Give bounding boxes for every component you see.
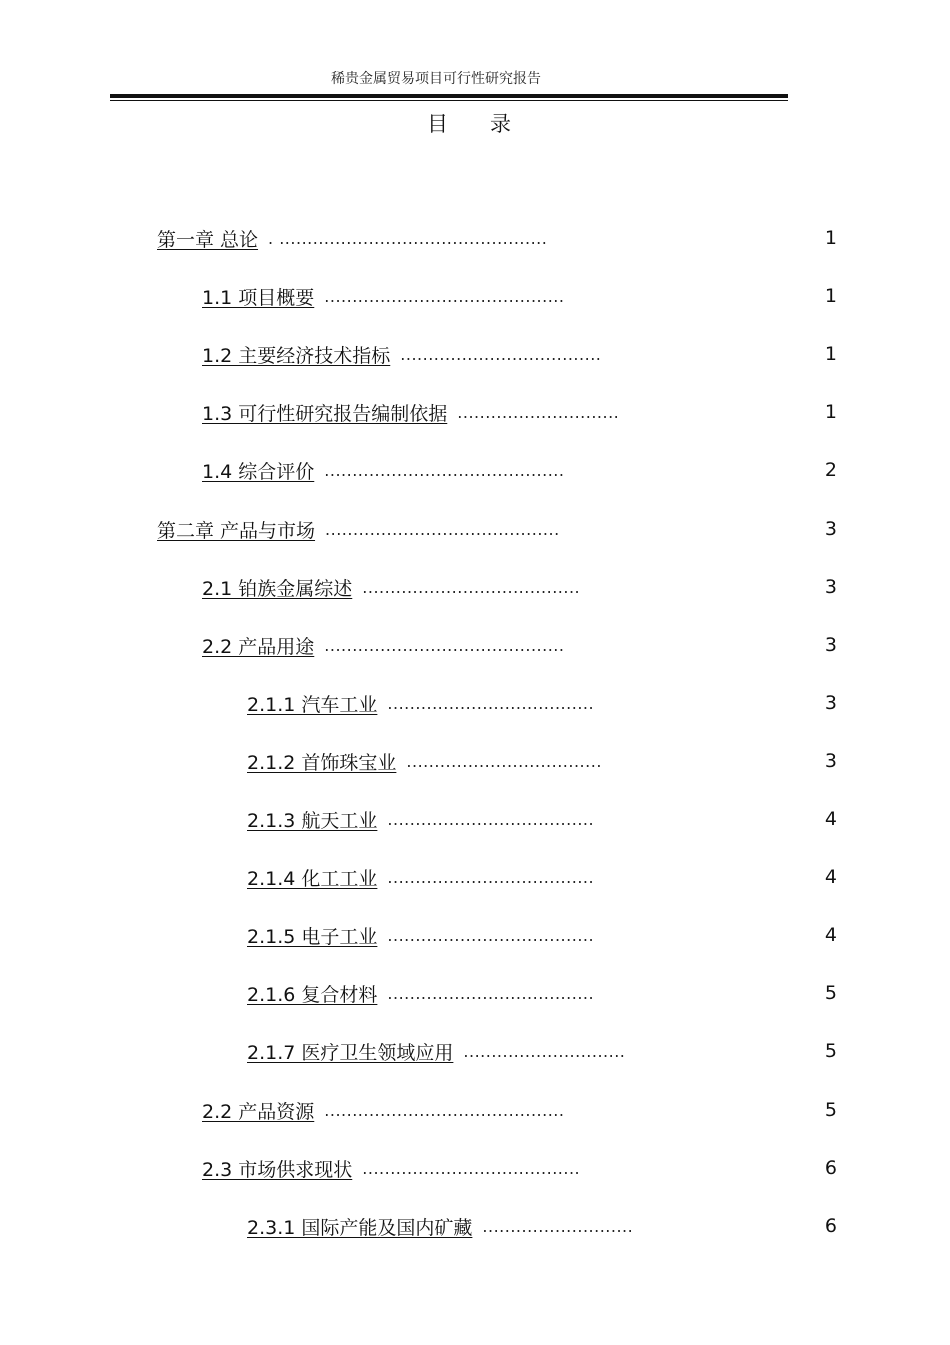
toc-entry[interactable] (157, 514, 560, 544)
toc-entry-label[interactable]: 2.2 产品用途 (202, 635, 315, 658)
toc-entry-page-number[interactable]: 5 (824, 1099, 837, 1121)
toc-entry[interactable] (202, 1095, 564, 1125)
toc-entry-leader: ..................................... (387, 867, 595, 887)
toc-entry-leader: ........................................... (324, 1100, 565, 1120)
toc-entry-label[interactable]: 2.1 铂族金属综述 (202, 577, 353, 600)
toc-entry[interactable] (202, 630, 564, 660)
toc-entry-page-number[interactable]: 4 (824, 924, 837, 946)
toc-title: 目录 (427, 112, 553, 136)
toc-entry-page-number[interactable]: 1 (824, 343, 837, 365)
toc-entry-page-number[interactable]: 6 (824, 1157, 837, 1179)
toc-entry-label[interactable]: 2.1.4 化工工业 (247, 867, 378, 890)
toc-entry-label[interactable]: 1.3 可行性研究报告编制依据 (202, 402, 448, 425)
toc-entry-leader: ............................. (463, 1041, 626, 1061)
toc-entry-label[interactable]: 2.1.1 汽车工业 (247, 693, 378, 716)
toc-entry-page-number[interactable]: 2 (824, 459, 837, 481)
toc-entry-page-number[interactable]: 3 (824, 692, 837, 714)
toc-entry-label[interactable]: 第一章 总论 (157, 228, 259, 251)
toc-entry-leader: ............................. (457, 402, 620, 422)
toc-entry-leader: ........................................... (324, 460, 565, 480)
toc-entry-page-number[interactable]: 3 (824, 576, 837, 598)
toc-entry-label[interactable]: 2.1.5 电子工业 (247, 925, 378, 948)
toc-entry-page-number[interactable]: 5 (824, 982, 837, 1004)
toc-entry-label[interactable]: 2.1.3 航天工业 (247, 809, 378, 832)
toc-entry-label[interactable]: 2.1.2 首饰珠宝业 (247, 751, 397, 774)
toc-entry[interactable] (247, 746, 602, 776)
toc-entry[interactable] (202, 572, 580, 602)
toc-entry[interactable] (247, 978, 594, 1008)
toc-entry-leader: ..................................... (387, 925, 595, 945)
toc-entry-label[interactable]: 2.3.1 国际产能及国内矿藏 (247, 1216, 473, 1239)
toc-entry-leader: ..................................... (387, 809, 595, 829)
toc-entry-page-number[interactable]: 4 (824, 808, 837, 830)
toc-entry[interactable] (247, 920, 594, 950)
toc-entry-leader: ....................................... (362, 577, 581, 597)
toc-entry-page-number[interactable]: 3 (824, 518, 837, 540)
toc-entry-leader: ........................................... (324, 286, 565, 306)
toc-entry-leader: ........................................... (324, 635, 565, 655)
toc-entry[interactable] (202, 1153, 580, 1183)
toc-entry-leader: ..................................... (387, 983, 595, 1003)
toc-entry-page-number[interactable]: 5 (824, 1040, 837, 1062)
toc-entry[interactable] (247, 804, 594, 834)
toc-entry-leader: .......................................... (325, 519, 560, 539)
toc-entry[interactable] (202, 397, 619, 427)
toc-entry[interactable] (247, 688, 594, 718)
toc-entry-page-number[interactable]: 3 (824, 634, 837, 656)
toc-entry[interactable] (202, 281, 564, 311)
toc-entry-page-number[interactable]: 3 (824, 750, 837, 772)
toc-entry[interactable] (247, 1036, 625, 1066)
toc-entry-label[interactable]: 2.1.6 复合材料 (247, 983, 378, 1006)
toc-entry[interactable] (202, 455, 564, 485)
toc-entry-label[interactable]: 1.2 主要经济技术指标 (202, 344, 391, 367)
page-header-title: 稀贵金属贸易项目可行性研究报告 (331, 71, 541, 87)
toc-entry-leader: . ................................................ (268, 228, 548, 248)
toc-entry[interactable] (247, 862, 594, 892)
toc-entry[interactable] (247, 1211, 633, 1241)
toc-entry-label[interactable]: 2.2 产品资源 (202, 1100, 315, 1123)
toc-entry-leader: ..................................... (387, 693, 595, 713)
toc-entry-label[interactable]: 1.1 项目概要 (202, 286, 315, 309)
toc-entry-leader: ........................... (482, 1216, 634, 1236)
toc-entry-leader: .................................... (400, 344, 602, 364)
toc-entry-page-number[interactable]: 4 (824, 866, 837, 888)
toc-entry-leader: ................................... (406, 751, 602, 771)
toc-entry[interactable] (157, 223, 547, 253)
toc-entry-page-number[interactable]: 6 (824, 1215, 837, 1237)
toc-entry-label[interactable]: 2.1.7 医疗卫生领域应用 (247, 1041, 454, 1064)
toc-entry[interactable] (202, 339, 601, 369)
toc-entry-leader: ....................................... (362, 1158, 581, 1178)
toc-entry-label[interactable]: 2.3 市场供求现状 (202, 1158, 353, 1181)
toc-entry-label[interactable]: 第二章 产品与市场 (157, 519, 316, 542)
toc-entry-label[interactable]: 1.4 综合评价 (202, 460, 315, 483)
toc-entry-page-number[interactable]: 1 (824, 227, 837, 249)
toc-entry-page-number[interactable]: 1 (824, 401, 837, 423)
toc-entry-page-number[interactable]: 1 (824, 285, 837, 307)
